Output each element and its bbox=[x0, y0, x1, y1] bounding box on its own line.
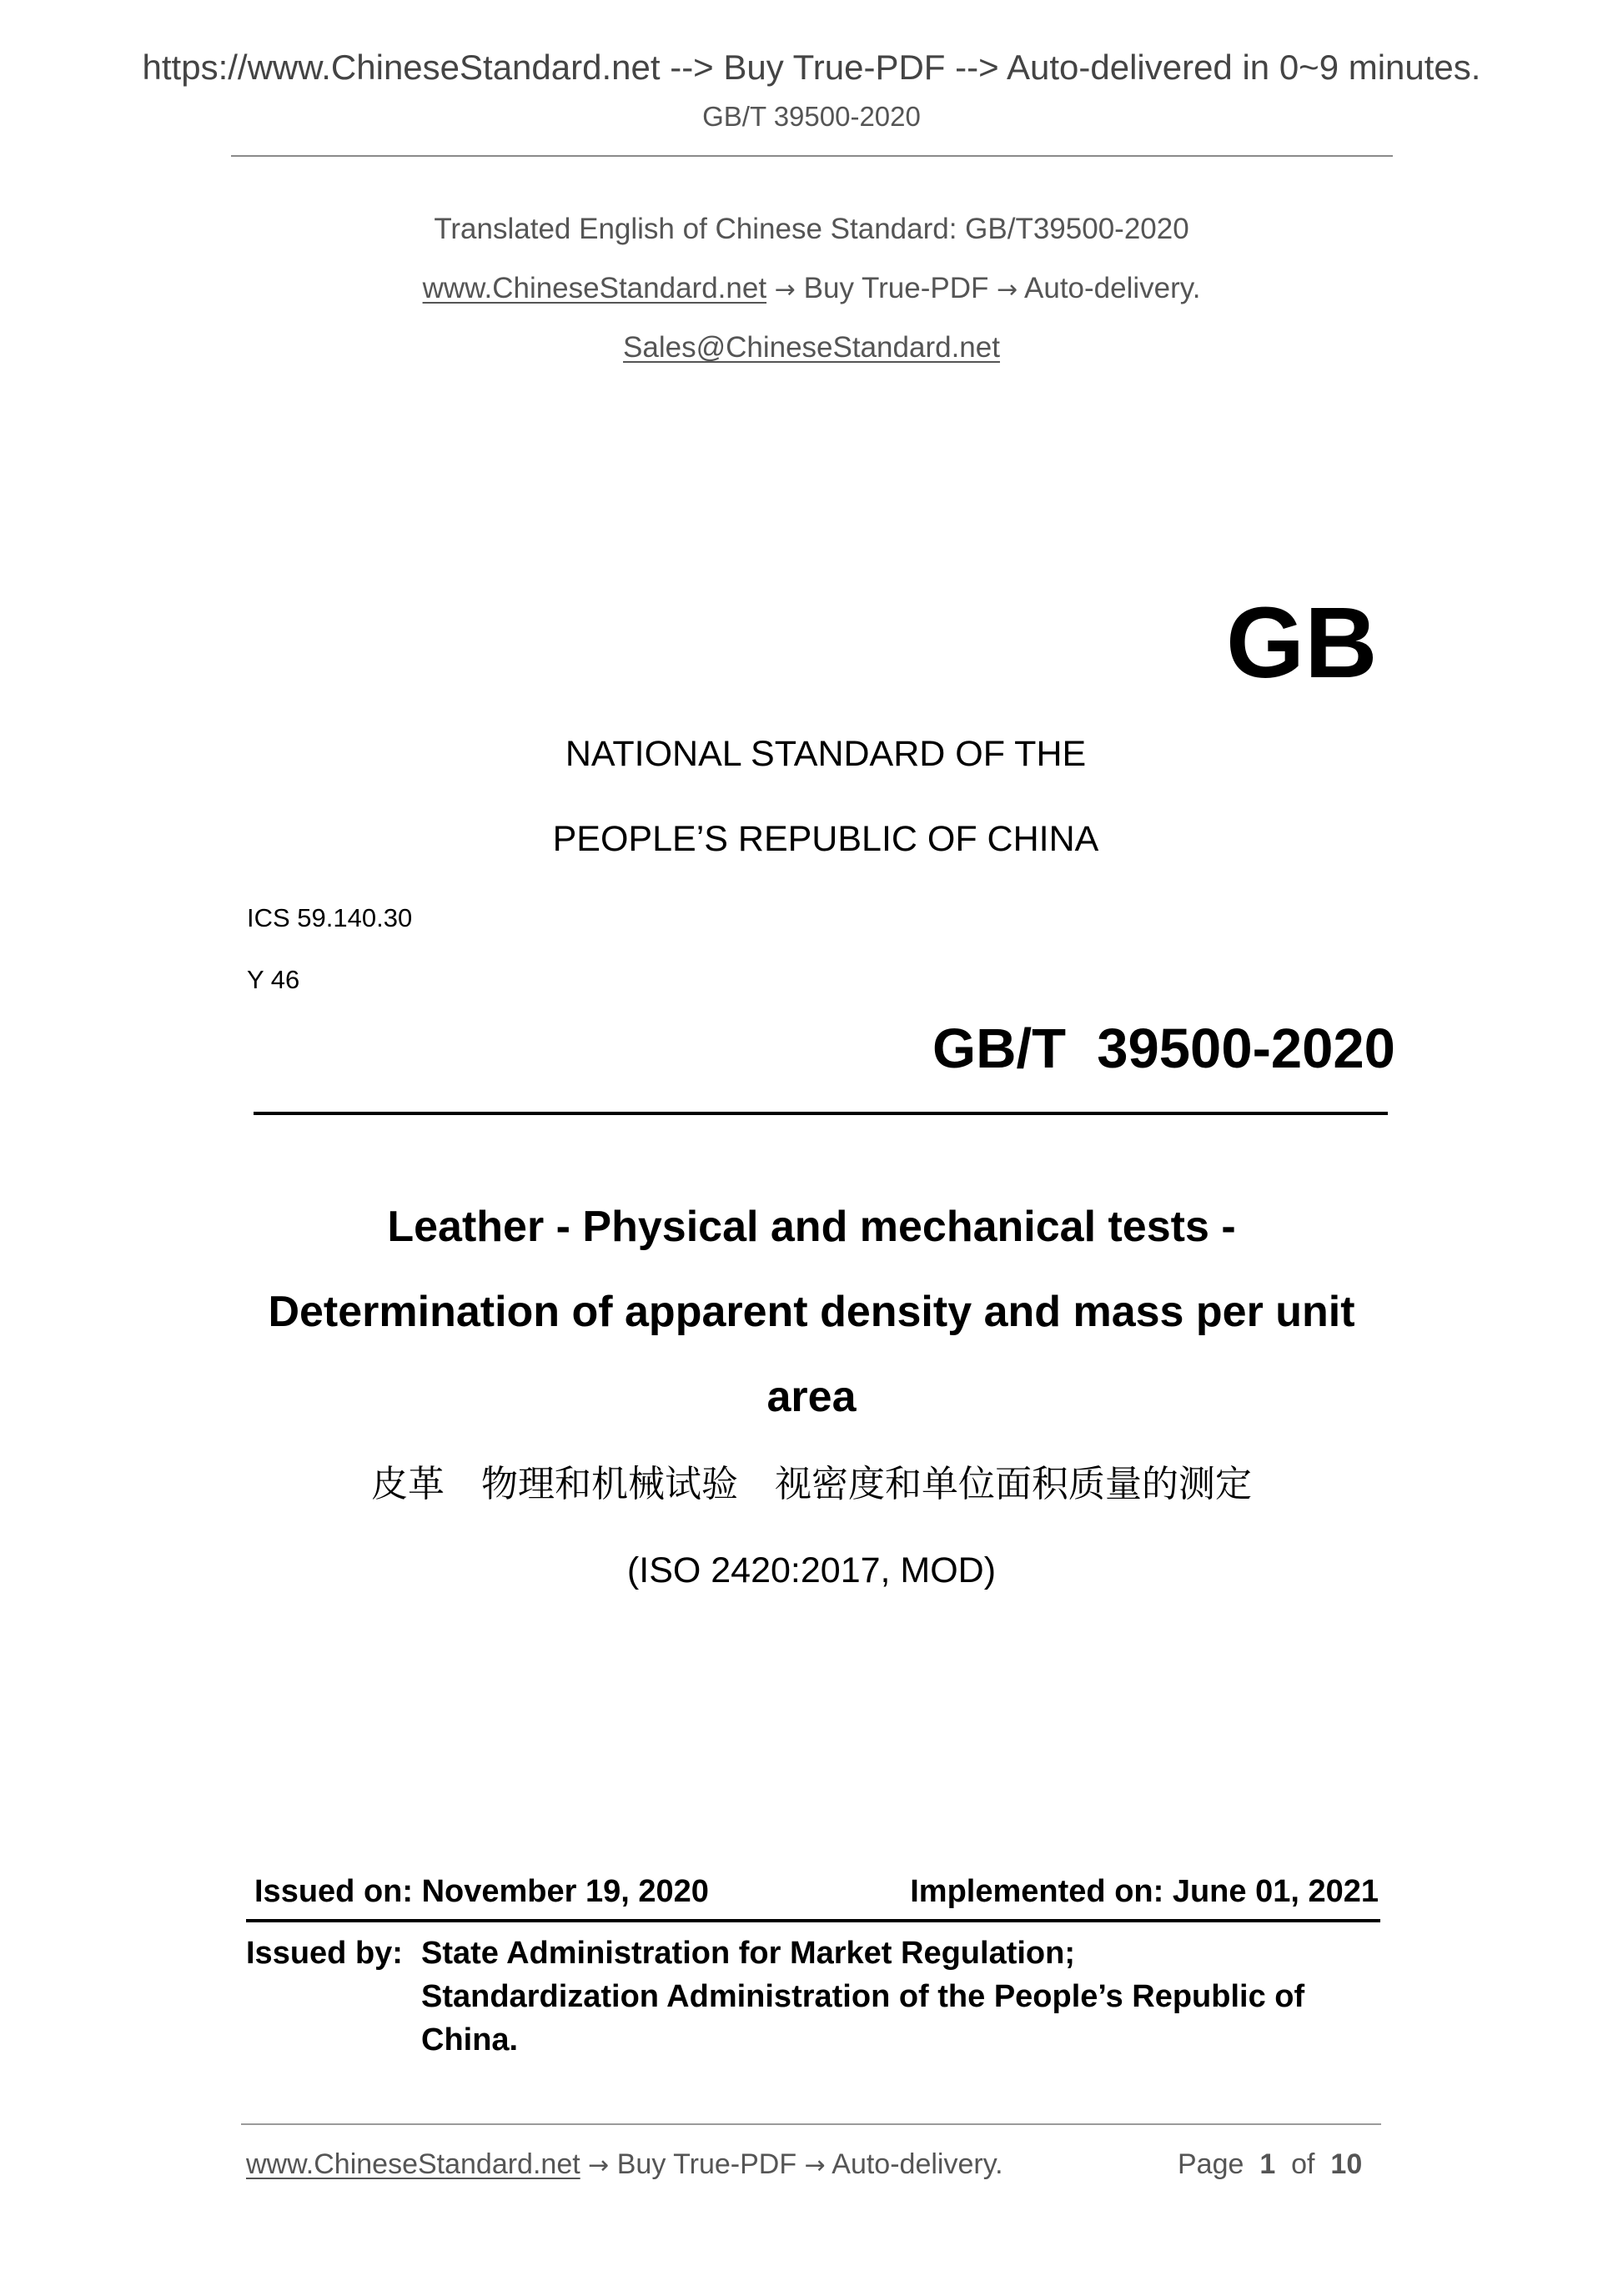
issuer-line: China. bbox=[421, 2022, 519, 2057]
arrow-right-icon: → bbox=[588, 2151, 610, 2180]
footer-auto-text: Auto-delivery. bbox=[825, 2148, 1003, 2180]
issued-on: Issued on: November 19, 2020 bbox=[254, 1874, 709, 1909]
classification-code: Y 46 bbox=[247, 965, 300, 994]
page-total: 10 bbox=[1330, 2148, 1363, 2180]
ics-code: ICS 59.140.30 bbox=[247, 903, 413, 932]
buy-text: Buy True-PDF bbox=[795, 272, 997, 304]
page-current: 1 bbox=[1259, 2148, 1276, 2180]
header-divider bbox=[231, 155, 1393, 157]
iso-reference: (ISO 2420:2017, MOD) bbox=[626, 1550, 997, 1590]
issued-by-values bbox=[421, 1932, 1304, 2062]
sales-email-line bbox=[0, 330, 1623, 365]
issued-by-label: Issued by: bbox=[246, 1936, 403, 1971]
footer-site-link[interactable]: www.ChineseStandard.net bbox=[246, 2148, 580, 2180]
gb-mark: GB bbox=[1226, 585, 1378, 699]
standard-number-divider bbox=[254, 1112, 1388, 1115]
page-label: Page bbox=[1178, 2148, 1244, 2180]
footer-buy-text: Buy True-PDF bbox=[609, 2148, 805, 2180]
issued-by-block bbox=[246, 1932, 1304, 2062]
title-line1: Leather - Physical and mechanical tests - bbox=[387, 1203, 1236, 1251]
implemented-on: Implemented on: June 01, 2021 bbox=[910, 1874, 1379, 1909]
dates-divider bbox=[246, 1919, 1380, 1922]
issuer-line: State Administration for Market Regulation; bbox=[421, 1936, 1075, 1971]
dates-row bbox=[254, 1873, 1379, 1910]
header-banner: https://www.ChineseStandard.net --> Buy True-PDF --> Auto-delivered in 0~9 minutes. bbox=[142, 48, 1481, 87]
page-indicator bbox=[1178, 2147, 1362, 2182]
arrow-right-icon: → bbox=[804, 2151, 826, 2180]
purchase-line bbox=[0, 271, 1623, 308]
national-standard-line2: PEOPLE’S REPUBLIC OF CHINA bbox=[552, 819, 1099, 859]
arrow-right-icon: → bbox=[997, 275, 1018, 304]
national-standard-line1: NATIONAL STANDARD OF THE bbox=[565, 734, 1087, 774]
auto-delivery-text: Auto-delivery. bbox=[1018, 272, 1201, 304]
sales-email-link[interactable]: Sales@ChineseStandard.net bbox=[623, 331, 1000, 364]
site-link[interactable]: www.ChineseStandard.net bbox=[422, 272, 767, 304]
footer-purchase-line bbox=[246, 2147, 1003, 2183]
translated-notice: Translated English of Chinese Standard: GB/T39500-2020 bbox=[434, 213, 1189, 245]
chinese-title: 皮革 物理和机械试验 视密度和单位面积质量的测定 bbox=[371, 1463, 1252, 1505]
arrow-right-icon: → bbox=[774, 275, 796, 304]
page-of: of bbox=[1291, 2148, 1315, 2180]
standard-number: GB/T 39500-2020 bbox=[932, 1017, 1395, 1080]
header-standard-number: GB/T 39500-2020 bbox=[702, 101, 921, 132]
issuer-line: Standardization Administration of the People’s Republic of bbox=[421, 1979, 1305, 2014]
title-line3: area bbox=[766, 1373, 857, 1421]
title-line2: Determination of apparent density and mass per unit bbox=[268, 1288, 1355, 1336]
footer-divider bbox=[241, 2123, 1381, 2125]
